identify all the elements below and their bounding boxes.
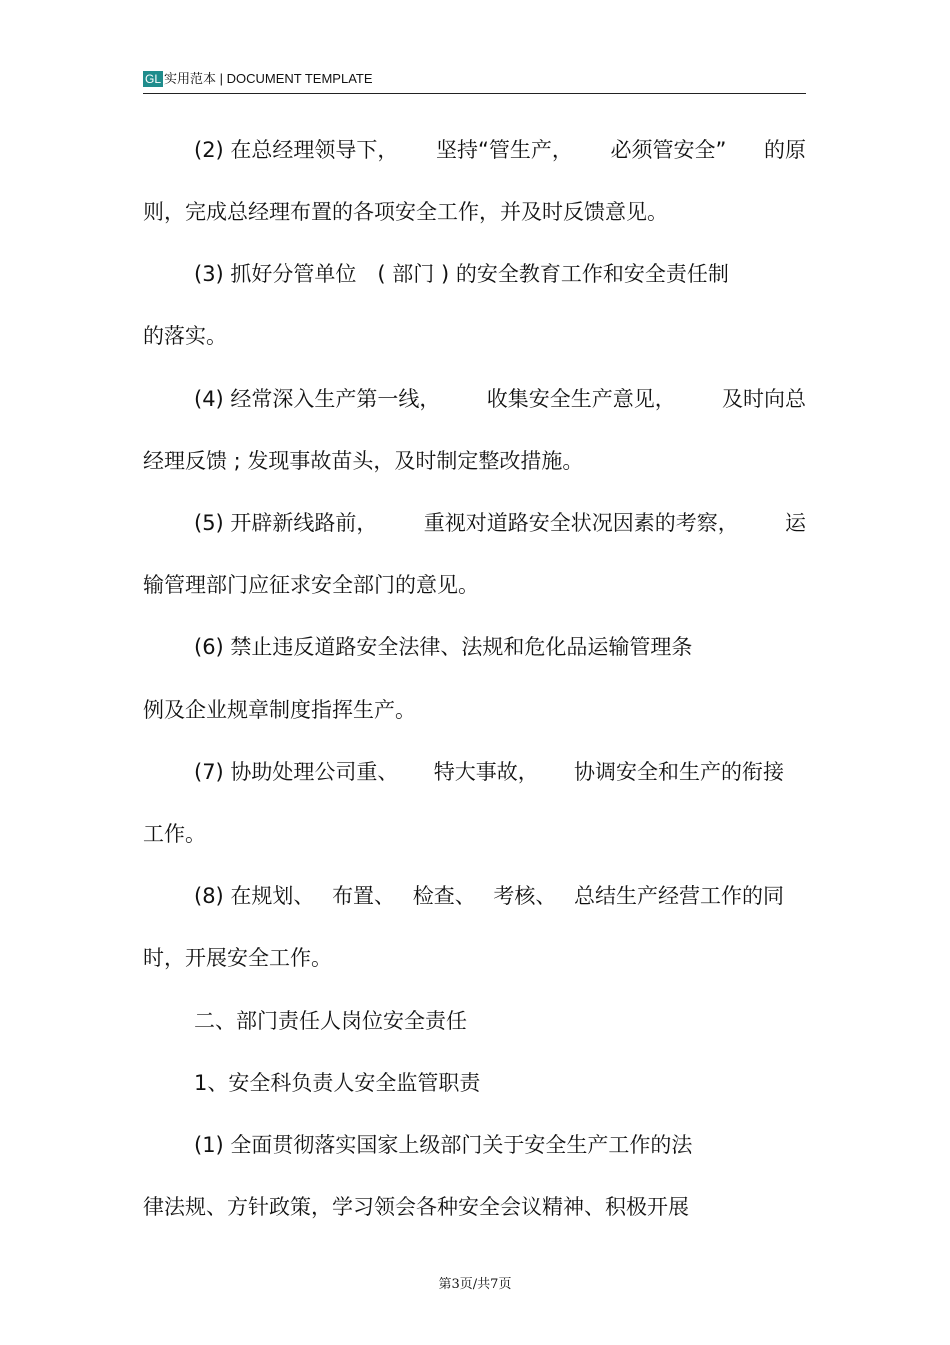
page-number: 第3页/共7页 xyxy=(438,1277,512,1292)
text-segment: 运 xyxy=(784,511,806,535)
section-1-paragraph-1-line-2: 律法规、方针政策，学习领会各种安全会议精神、积极开展 xyxy=(143,1195,689,1219)
text-segment: 总结生产经营工作的同 xyxy=(573,884,784,908)
paragraph-5-line-2: 输管理部门应征求安全部门的意见。 xyxy=(143,573,479,597)
text-segment: 特大事故， xyxy=(433,760,539,784)
text-segment: (4) 经常深入生产第一线， xyxy=(194,387,441,411)
text-segment: (7) 协助处理公司重、 xyxy=(194,760,399,784)
paragraph-3-line-1: (3) 抓好分管单位 ( 部门 ) 的安全教育工作和安全责任制 xyxy=(194,262,729,286)
text-segment: 必须管安全” xyxy=(610,138,727,162)
paragraph-8-line-2: 时，开展安全工作。 xyxy=(143,946,332,970)
paragraph-2-line-1 xyxy=(194,130,806,170)
paragraph-5-line-1 xyxy=(194,503,806,543)
section-1-paragraph-1-line-1: (1) 全面贯彻落实国家上级部门关于安全生产工作的法 xyxy=(194,1133,693,1157)
text-segment: 检查、 xyxy=(412,884,476,908)
text-segment: 坚持“管生产， xyxy=(436,138,573,162)
subsection-title: 1、安全科负责人安全监管职责 xyxy=(194,1071,481,1095)
paragraph-6-line-2: 例及企业规章制度指挥生产。 xyxy=(143,698,416,722)
text-segment: (5) 开辟新线路前， xyxy=(194,511,378,535)
text-segment: 及时向总 xyxy=(721,387,806,411)
text-segment: 考核、 xyxy=(493,884,557,908)
paragraph-2-line-2: 则，完成总经理布置的各项安全工作，并及时反馈意见。 xyxy=(143,200,668,224)
text-segment: 布置、 xyxy=(332,884,396,908)
paragraph-7-line-2: 工作。 xyxy=(143,822,206,846)
section-title: 二、部门责任人岗位安全责任 xyxy=(194,1009,467,1033)
text-segment: 的原 xyxy=(763,138,806,162)
text-segment: (2) 在总经理领导下， xyxy=(194,138,399,162)
text-segment: 协调安全和生产的衔接 xyxy=(573,760,784,784)
paragraph-3-line-2: 的落实。 xyxy=(143,324,227,348)
text-segment: 收集安全生产意见， xyxy=(486,387,676,411)
paragraph-4-line-1 xyxy=(194,379,806,419)
document-header xyxy=(143,70,806,94)
paragraph-8-line-1 xyxy=(194,876,784,916)
text-segment: (8) 在规划、 xyxy=(194,884,315,908)
header-title: 实用范本 | DOCUMENT TEMPLATE xyxy=(164,71,373,86)
paragraph-4-line-2: 经理反馈 ; 发现事故苗头，及时制定整改措施。 xyxy=(143,449,584,473)
paragraph-7-line-1 xyxy=(194,752,784,792)
gl-logo: GL xyxy=(145,72,162,86)
paragraph-6-line-1: (6) 禁止违反道路安全法律、法规和危化品运输管理条 xyxy=(194,635,693,659)
text-segment: 重视对道路安全状况因素的考察， xyxy=(423,511,739,535)
